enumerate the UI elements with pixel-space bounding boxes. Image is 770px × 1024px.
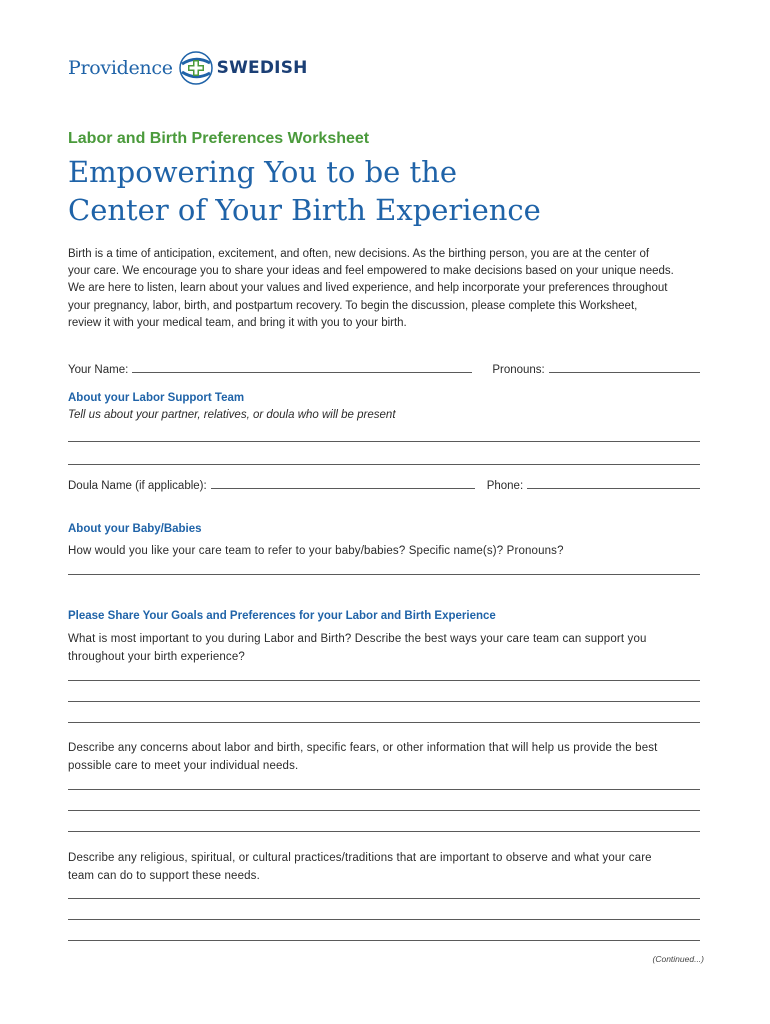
support-answer-line[interactable] — [68, 464, 700, 465]
intro-line: review it with your medical team, and bring it with you to your birth. — [68, 316, 407, 329]
goals-question-2 — [68, 740, 708, 775]
question-line: throughout your birth experience? — [68, 650, 245, 663]
pronouns-field[interactable] — [549, 372, 700, 373]
goals-q2-answer-line[interactable] — [68, 831, 700, 832]
goals-q3-answer-line[interactable] — [68, 940, 700, 941]
goals-heading: Please Share Your Goals and Preferences for your Labor and Birth Experience — [68, 610, 496, 622]
pronouns-label: Pronouns: — [492, 364, 545, 376]
name-pronouns-row — [68, 360, 700, 376]
baby-question — [68, 543, 708, 561]
goals-q1-answer-line[interactable] — [68, 722, 700, 723]
question-line: Describe any religious, spiritual, or cultural practices/traditions that are important to observe and what your care — [68, 852, 652, 864]
phone-label: Phone: — [486, 480, 524, 492]
brand-providence: Providence — [68, 57, 173, 79]
worksheet-kicker: Labor and Birth Preferences Worksheet — [68, 130, 370, 147]
intro-line: Birth is a time of anticipation, excitement, and often, new decisions. As the birthing person, you are at the center of — [68, 248, 650, 260]
support-answer-line[interactable] — [68, 441, 700, 442]
baby-heading: About your Baby/Babies — [68, 523, 202, 535]
question-line: possible care to meet your individual needs. — [68, 759, 299, 772]
goals-q2-answer-line[interactable] — [68, 810, 700, 811]
intro-line: your pregnancy, labor, birth, and postpartum recovery. To begin the discussion, please complete this Worksheet, — [68, 299, 638, 312]
intro-line: your care. We encourage you to share your ideas and feel empowered to make decisions based on your unique needs. — [68, 265, 674, 278]
question-line: team can do to support these needs. — [68, 869, 260, 882]
goals-question-3 — [68, 850, 708, 885]
goals-q3-answer-line[interactable] — [68, 898, 700, 899]
support-team-note: Tell us about your partner, relatives, or doula who will be present — [68, 409, 396, 421]
goals-q3-answer-line[interactable] — [68, 919, 700, 920]
goals-q1-answer-line[interactable] — [68, 680, 700, 681]
support-team-heading: About your Labor Support Team — [68, 392, 245, 404]
cross-swirl-icon — [179, 51, 213, 85]
goals-q2-answer-line[interactable] — [68, 789, 700, 790]
intro-paragraph — [68, 246, 708, 332]
goals-q1-answer-line[interactable] — [68, 701, 700, 702]
goals-question-1 — [68, 631, 708, 666]
phone-field[interactable] — [527, 488, 700, 489]
intro-line: We are here to listen, learn about your values and lived experience, and help incorporate your preferences throughout — [68, 282, 668, 295]
title-line-1: Empowering You to be the — [68, 155, 458, 189]
doula-phone-row — [68, 476, 700, 492]
page-title — [68, 153, 708, 229]
baby-question-text: How would you like your care team to refer to your baby/babies? Specific name(s)? Pronouns? — [68, 545, 564, 557]
question-line: What is most important to you during Labor and Birth? Describe the best ways your care team can support you — [68, 633, 647, 645]
brand-swedish: SWEDISH — [216, 58, 308, 78]
baby-answer-line[interactable] — [68, 574, 700, 575]
providence-swedish-logo — [68, 50, 308, 86]
doula-name-field[interactable] — [211, 488, 475, 489]
name-field[interactable] — [132, 372, 472, 373]
title-line-2: Center of Your Birth Experience — [68, 193, 541, 227]
name-label: Your Name: — [68, 364, 129, 376]
continued-note: (Continued...) — [652, 954, 704, 964]
doula-label: Doula Name (if applicable): — [68, 480, 207, 492]
question-line: Describe any concerns about labor and birth, specific fears, or other information that will help us provide the best — [68, 742, 658, 754]
